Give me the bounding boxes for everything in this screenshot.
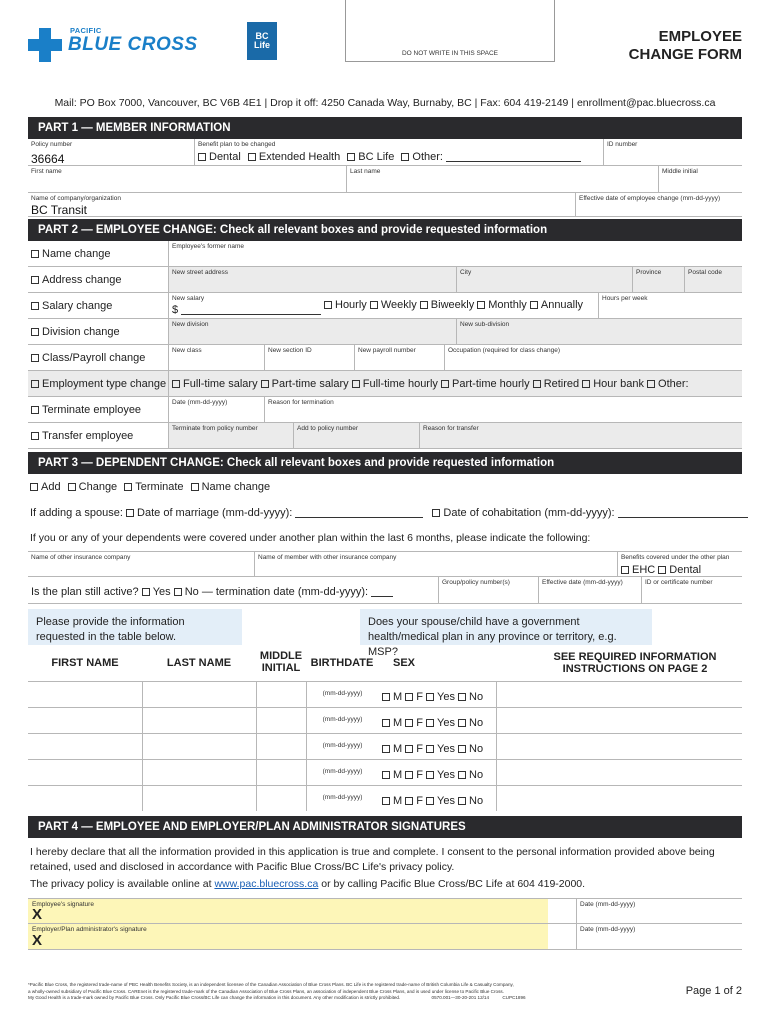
emp-pth-label: Part-time hourly (451, 378, 530, 390)
privacy-prefix: The privacy policy is available online at (30, 878, 212, 890)
effective-date-field[interactable] (575, 193, 742, 216)
part1-row-1 (28, 139, 742, 166)
benefit-other-checkbox[interactable] (401, 151, 443, 163)
fine-print-3-text: My Good Health is a trade-mark owned by Pacific Blue Cross. Only Pacific Blue Cross/BC Life can change the information in this document. Any other modification is strictly prohibited. (28, 995, 401, 1001)
dep-change-checkbox[interactable] (68, 481, 118, 493)
freq-annually-label: Annually (540, 299, 584, 311)
declaration: I hereby declare that all the information provided in this application is true and complete. I consent to the personal information provided above being retained, used and disclosed in accordance with Pacific Blue Cross/BC Life's privacy policy. (30, 846, 715, 873)
employee-signature-label: Employee's signature (32, 901, 94, 908)
admin-signature-field[interactable] (28, 924, 548, 949)
freq-biweekly-label: Biweekly (430, 299, 475, 311)
transfer-to-label: Add to policy number (297, 425, 359, 432)
dollar-sign: $ (172, 304, 179, 316)
col-sex: SEX (392, 657, 415, 669)
dep-sex-options (382, 769, 483, 781)
cupc-code: CUPC1896 (502, 995, 526, 1001)
dep-gov-yes-label: Yes (437, 769, 455, 781)
policy-label: Policy number (31, 141, 73, 148)
table-row (28, 681, 742, 707)
emp-fth-label: Full-time hourly (362, 378, 438, 390)
dep-gov-no-checkbox[interactable] (458, 691, 483, 703)
dep-first-name-input[interactable] (28, 682, 142, 707)
dep-required-info-input[interactable] (496, 734, 742, 759)
emp-hourbank-label: Hour bank (593, 378, 644, 390)
dep-male-checkbox[interactable] (382, 769, 402, 781)
middle-initial-field[interactable] (658, 166, 742, 192)
salary-change-checkbox[interactable] (28, 293, 168, 318)
city-label: City (460, 269, 472, 276)
dep-birthdate-input[interactable] (306, 786, 378, 811)
still-active-no-label: No — termination date (mm-dd-yyyy): (184, 586, 369, 598)
other-company-label: Name of other insurance company (31, 554, 131, 561)
dep-add-label: Add (41, 481, 61, 493)
transfer-row (28, 423, 742, 449)
dep-gov-no-label: No (469, 743, 484, 755)
dep-required-info-input[interactable] (496, 786, 742, 811)
province-label: Province (636, 269, 662, 276)
cert-field[interactable] (641, 577, 742, 603)
admin-date-field[interactable] (576, 924, 742, 949)
benefit-bclife-label: BC Life (358, 150, 395, 163)
freq-monthly-checkbox[interactable] (477, 299, 527, 311)
emp-hourbank-checkbox[interactable] (582, 378, 644, 390)
dep-middle-input[interactable] (256, 760, 306, 785)
payroll-label: New payroll number (358, 347, 416, 354)
freq-weekly-label: Weekly (380, 299, 417, 311)
dep-sex-options (382, 717, 483, 729)
salary-change-label: Salary change (42, 300, 113, 312)
callout-right: Does your spouse/child have a government health/medical plan in any province or territory, e.g. MSP? (360, 609, 652, 645)
dep-female-checkbox[interactable] (405, 717, 423, 729)
freq-hourly-label: Hourly (335, 299, 367, 311)
group-policy-label: Group/policy number(s) (442, 579, 510, 586)
salary-change-row (28, 293, 742, 319)
salary-input[interactable] (181, 314, 321, 315)
group-policy-field[interactable] (438, 577, 538, 603)
dep-male-label: M (393, 717, 403, 729)
dep-gov-yes-checkbox[interactable] (426, 743, 455, 755)
salary-field (168, 293, 598, 318)
id-field[interactable] (603, 139, 742, 165)
dep-gov-no-label: No (469, 717, 484, 729)
salary-input-row (172, 304, 321, 316)
fine-print-3 (28, 995, 668, 1002)
dep-gov-no-checkbox[interactable] (458, 717, 483, 729)
transfer-checkbox[interactable] (28, 423, 168, 448)
title-line-1: EMPLOYEE (658, 28, 742, 45)
dep-male-label: M (393, 743, 403, 755)
dep-middle-input[interactable] (256, 708, 306, 733)
other-plan-row-1 (28, 551, 742, 577)
privacy-line (30, 878, 585, 890)
still-active-yes-checkbox[interactable] (142, 586, 171, 598)
subdivision-label: New sub-division (460, 321, 510, 328)
dep-change-label: Change (78, 481, 118, 493)
postal-field[interactable] (684, 267, 742, 292)
dep-sex-options (382, 743, 483, 755)
company-label: Name of company/organization (31, 195, 121, 202)
do-not-write-label: DO NOT WRITE IN THIS SPACE (401, 50, 499, 57)
dep-birthdate-input[interactable] (306, 760, 378, 785)
dep-birthdate-input[interactable] (306, 682, 378, 707)
fine-print-1: *Pacific Blue Cross, the registered trade-name of PBC Health Benefits Society, is an independent licensee of the Canadian Association of Blue Cross Plans. BC Life is the registered trade-name of British Columbia Life & Casualty Company, (28, 982, 514, 987)
dep-required-info-input[interactable] (496, 760, 742, 785)
name-change-label: Name change (42, 248, 111, 260)
dep-last-name-input[interactable] (142, 708, 256, 733)
dep-female-checkbox[interactable] (405, 743, 423, 755)
section-field[interactable] (264, 345, 354, 370)
cohabitation-input[interactable] (618, 517, 748, 518)
province-field[interactable] (632, 267, 684, 292)
employee-date-label: Date (mm-dd-yyyy) (580, 901, 636, 908)
class-field[interactable] (168, 345, 264, 370)
cohabitation-label: Date of cohabitation (mm-dd-yyyy): (443, 507, 615, 519)
transfer-from-label: Terminate from policy number (172, 425, 258, 432)
other-plan-row-2 (28, 577, 742, 604)
part1-title: PART 1 — MEMBER INFORMATION (28, 117, 742, 139)
benefit-other-input[interactable] (446, 161, 581, 162)
policy-value: 36664 (31, 151, 65, 166)
emp-pth-checkbox[interactable] (441, 378, 530, 390)
salary-frequency-options (324, 299, 583, 311)
still-active-date-input[interactable] (371, 596, 393, 597)
dep-male-label: M (393, 769, 403, 781)
dep-female-checkbox[interactable] (405, 691, 423, 703)
benefit-field (194, 139, 603, 165)
dep-gov-no-label: No (469, 795, 484, 807)
name-change-row (28, 241, 742, 267)
new-salary-label: New salary (172, 295, 205, 302)
marriage-checkbox[interactable] (126, 507, 292, 519)
name-change-checkbox[interactable] (28, 241, 168, 266)
benefits-covered-field (617, 552, 742, 576)
dep-middle-input[interactable] (256, 734, 306, 759)
col-middle-initial: MIDDLE INITIAL (259, 650, 303, 674)
logo (28, 26, 223, 62)
dep-last-name-input[interactable] (142, 760, 256, 785)
dep-gov-no-label: No (469, 691, 484, 703)
address-change-label: Address change (42, 274, 122, 286)
emp-fts-checkbox[interactable] (172, 378, 258, 390)
spouse-row (30, 507, 748, 519)
logo-top: PACIFIC (70, 26, 102, 35)
dependents-table (28, 647, 742, 813)
dep-last-name-input[interactable] (142, 682, 256, 707)
division-change-row (28, 319, 742, 345)
address-change-row (28, 267, 742, 293)
terminate-row (28, 397, 742, 423)
benefits-covered-options (621, 564, 739, 576)
middle-initial-label: Middle initial (662, 168, 698, 175)
bclife-logo (247, 22, 277, 60)
dep-male-label: M (393, 795, 403, 807)
benefit-ehc-label: Extended Health (258, 150, 341, 163)
transfer-reason-field[interactable] (419, 423, 742, 448)
class-label: New class (172, 347, 202, 354)
table-row (28, 707, 742, 733)
fine-print (28, 982, 668, 1002)
bclife-logo-text: BC Life (253, 31, 270, 50)
office-use-box (345, 0, 555, 62)
first-name-label: First name (31, 168, 62, 175)
freq-biweekly-checkbox[interactable] (420, 299, 474, 311)
callout-left: Please provide the information requested in the table below. (28, 609, 242, 645)
dep-gov-yes-checkbox[interactable] (426, 769, 455, 781)
term-reason-label: Reason for termination (268, 399, 334, 406)
other-effective-field[interactable] (538, 577, 641, 603)
col-required-info: SEE REQUIRED INFORMATION INSTRUCTIONS ON PAGE 2 (553, 651, 717, 675)
class-change-checkbox[interactable] (28, 345, 168, 370)
part4-title: PART 4 — EMPLOYEE AND EMPLOYER/PLAN ADMINISTRATOR SIGNATURES (28, 816, 742, 838)
part1-row-3 (28, 193, 742, 217)
emp-pts-checkbox[interactable] (261, 378, 349, 390)
section-label: New section ID (268, 347, 312, 354)
col-last-name: LAST NAME (166, 657, 232, 669)
marriage-label: Date of marriage (mm-dd-yyyy): (137, 507, 293, 519)
occupation-label: Occupation (required for class change) (448, 347, 561, 354)
policy-field[interactable] (28, 139, 194, 165)
dep-male-checkbox[interactable] (382, 743, 402, 755)
former-name-label: Employee's former name (172, 243, 245, 250)
still-active-label: Is the plan still active? (31, 586, 139, 598)
other-effective-label: Effective date (mm-dd-yyyy) (542, 579, 623, 586)
page-number: Page 1 of 2 (685, 985, 742, 997)
dep-first-name-input[interactable] (28, 760, 142, 785)
city-field[interactable] (456, 267, 632, 292)
col-first-name: FIRST NAME (51, 657, 119, 669)
company-value: BC Transit (31, 202, 88, 217)
payroll-field[interactable] (354, 345, 444, 370)
benefit-bclife-checkbox[interactable] (347, 151, 394, 163)
dep-female-label: F (416, 743, 423, 755)
freq-weekly-checkbox[interactable] (370, 299, 417, 311)
benefit-dental-checkbox[interactable] (198, 151, 241, 163)
dep-female-checkbox[interactable] (405, 769, 423, 781)
subdivision-field[interactable] (456, 319, 742, 344)
dep-first-name-input[interactable] (28, 734, 142, 759)
transfer-to-field[interactable] (293, 423, 419, 448)
dep-required-info-input[interactable] (496, 682, 742, 707)
dep-date-hint: (mm-dd-yyyy) (322, 690, 363, 697)
dep-gov-no-checkbox[interactable] (458, 743, 483, 755)
dep-male-checkbox[interactable] (382, 717, 402, 729)
benefit-dental-label: Dental (209, 150, 241, 163)
dep-date-hint: (mm-dd-yyyy) (322, 716, 363, 723)
employment-type-row (28, 371, 742, 397)
dep-gov-yes-label: Yes (437, 717, 455, 729)
title-line-2: CHANGE FORM (628, 46, 742, 63)
dep-female-checkbox[interactable] (405, 795, 423, 807)
other-dental-label: Dental (669, 563, 702, 576)
division-change-checkbox[interactable] (28, 319, 168, 344)
street-field[interactable] (168, 267, 456, 292)
cross-icon (28, 28, 62, 62)
col-birthdate: BIRTHDATE (310, 657, 374, 669)
benefit-ehc-checkbox[interactable] (248, 151, 340, 163)
dep-first-name-input[interactable] (28, 786, 142, 811)
division-field[interactable] (168, 319, 456, 344)
division-label: New division (172, 321, 209, 328)
employee-signature-x: X (32, 906, 43, 923)
table-row (28, 759, 742, 785)
table-row (28, 733, 742, 759)
dep-name-change-checkbox[interactable] (191, 481, 271, 493)
dep-gov-yes-label: Yes (437, 795, 455, 807)
dep-name-change-label: Name change (201, 481, 271, 493)
dep-birthdate-input[interactable] (306, 734, 378, 759)
other-plan-question: If you or any of your dependents were covered under another plan within the last 6 months, please indicate the following: (30, 532, 591, 544)
privacy-suffix: or by calling Pacific Blue Cross/BC Life at 604 419-2000. (321, 878, 586, 890)
cert-label: ID or certificate number (645, 579, 713, 586)
emp-retired-label: Retired (543, 378, 580, 390)
transfer-reason-label: Reason for transfer (423, 425, 479, 432)
spouse-prefix: If adding a spouse: (30, 507, 123, 519)
other-company-field[interactable] (28, 552, 254, 576)
other-member-label: Name of member with other insurance company (258, 554, 397, 561)
employee-signature-row (28, 898, 742, 924)
dep-gov-no-label: No (469, 769, 484, 781)
dep-last-name-input[interactable] (142, 786, 256, 811)
terminate-checkbox[interactable] (28, 397, 168, 422)
address-line: Mail: PO Box 7000, Vancouver, BC V6B 4E1 | Drop it off: 4250 Canada Way, Burnaby, BC | Fax: 604 419-2149 | enrollment@pac.bluecross.ca (54, 97, 716, 109)
company-field[interactable] (28, 193, 575, 216)
emp-fts-label: Full-time salary (183, 378, 258, 390)
table-row (28, 785, 742, 811)
transfer-label: Transfer employee (42, 430, 134, 442)
admin-signature-x: X (32, 932, 43, 949)
hours-field[interactable] (598, 293, 742, 318)
freq-monthly-label: Monthly (488, 299, 527, 311)
admin-signature-label: Employer/Plan administrator's signature (32, 926, 147, 933)
benefit-other-label: Other: (412, 150, 443, 163)
dependent-options (30, 481, 270, 493)
transfer-from-field[interactable] (168, 423, 293, 448)
dep-female-label: F (416, 691, 423, 703)
dep-male-checkbox[interactable] (382, 691, 402, 703)
dep-middle-input[interactable] (256, 682, 306, 707)
privacy-link[interactable]: www.pac.bluecross.ca (214, 878, 319, 890)
still-active-yes-label: Yes (152, 586, 171, 598)
dep-first-name-input[interactable] (28, 708, 142, 733)
terminate-label: Terminate employee (42, 404, 142, 416)
hours-label: Hours per week (602, 295, 648, 302)
dep-terminate-checkbox[interactable] (124, 481, 183, 493)
benefit-label: Benefit plan to be changed (198, 141, 276, 148)
dep-birthdate-input[interactable] (306, 708, 378, 733)
part2-title: PART 2 — EMPLOYEE CHANGE: Check all relevant boxes and provide requested information (28, 219, 742, 241)
last-name-field[interactable] (346, 166, 658, 192)
emp-pts-label: Part-time salary (271, 378, 349, 390)
last-name-label: Last name (350, 168, 381, 175)
other-member-field[interactable] (254, 552, 617, 576)
dep-gov-no-checkbox[interactable] (458, 795, 483, 807)
employee-signature-field[interactable] (28, 899, 548, 923)
employment-type-checkbox[interactable] (28, 371, 168, 396)
term-date-label: Date (mm-dd-yyyy) (172, 399, 228, 406)
dep-sex-options (382, 795, 483, 807)
division-change-label: Division change (42, 326, 120, 338)
marriage-input[interactable] (295, 517, 423, 518)
dep-female-label: F (416, 769, 423, 781)
admin-date-label: Date (mm-dd-yyyy) (580, 926, 636, 933)
class-change-label: Class/Payroll change (42, 352, 146, 364)
emp-fth-checkbox[interactable] (352, 378, 438, 390)
form-code: 0570.001—30-20-201 12/14 (431, 995, 490, 1001)
dep-gov-yes-label: Yes (437, 691, 455, 703)
dep-gov-no-checkbox[interactable] (458, 769, 483, 781)
dep-gov-yes-label: Yes (437, 743, 455, 755)
address-change-checkbox[interactable] (28, 267, 168, 292)
dep-male-label: M (393, 691, 403, 703)
dep-gov-yes-checkbox[interactable] (426, 691, 455, 703)
class-change-row (28, 345, 742, 371)
dep-male-checkbox[interactable] (382, 795, 402, 807)
other-ehc-checkbox[interactable] (621, 564, 655, 576)
cohabitation-checkbox[interactable] (432, 507, 614, 519)
still-active-no-checkbox[interactable] (174, 586, 368, 598)
admin-signature-row (28, 924, 742, 950)
benefits-covered-label: Benefits covered under the other plan (621, 554, 730, 561)
dep-terminate-label: Terminate (135, 481, 184, 493)
still-active-field (28, 577, 438, 603)
id-label: ID number (607, 141, 638, 148)
postal-label: Postal code (688, 269, 722, 276)
former-name-field[interactable] (168, 241, 742, 266)
other-dental-checkbox[interactable] (658, 564, 701, 576)
term-reason-field[interactable] (264, 397, 742, 422)
emp-other-checkbox[interactable] (647, 378, 689, 390)
dep-gov-yes-checkbox[interactable] (426, 795, 455, 807)
dep-date-hint: (mm-dd-yyyy) (322, 794, 363, 801)
form-title (629, 28, 742, 64)
employee-date-field[interactable] (576, 899, 742, 923)
part1-row-2 (28, 166, 742, 193)
logo-main: BLUE CROSS (68, 34, 198, 55)
other-ehc-label: EHC (632, 563, 656, 576)
emp-retired-checkbox[interactable] (533, 378, 579, 390)
first-name-field[interactable] (28, 166, 346, 192)
emp-other-label: Other: (658, 378, 689, 390)
dep-date-hint: (mm-dd-yyyy) (322, 742, 363, 749)
dep-last-name-input[interactable] (142, 734, 256, 759)
occupation-field[interactable] (444, 345, 742, 370)
dep-required-info-input[interactable] (496, 708, 742, 733)
employment-type-label: Employment type change (42, 378, 167, 390)
term-date-field[interactable] (168, 397, 264, 422)
dep-female-label: F (416, 795, 423, 807)
dep-middle-input[interactable] (256, 786, 306, 811)
fine-print-2: a wholly-owned subsidiary of Pacific Blue Cross. CAREnet is the registered trade-mark of the Canadian Association of Blue Cross Plans, an association of independent Blue Cross Plans, and is used under license to Pacific Blue Cross. (28, 988, 504, 994)
freq-hourly-checkbox[interactable] (324, 299, 367, 311)
street-label: New street address (172, 269, 228, 276)
dep-gov-yes-checkbox[interactable] (426, 717, 455, 729)
part3-title: PART 3 — DEPENDENT CHANGE: Check all relevant boxes and provide requested information (28, 452, 742, 474)
freq-annually-checkbox[interactable] (530, 299, 583, 311)
benefit-options (198, 151, 600, 163)
employment-type-options (168, 371, 742, 396)
dep-date-hint: (mm-dd-yyyy) (322, 768, 363, 775)
effective-date-label: Effective date of employee change (mm-dd-yyyy) (579, 195, 721, 202)
dep-female-label: F (416, 717, 423, 729)
dep-add-checkbox[interactable] (30, 481, 61, 493)
dep-sex-options (382, 691, 483, 703)
